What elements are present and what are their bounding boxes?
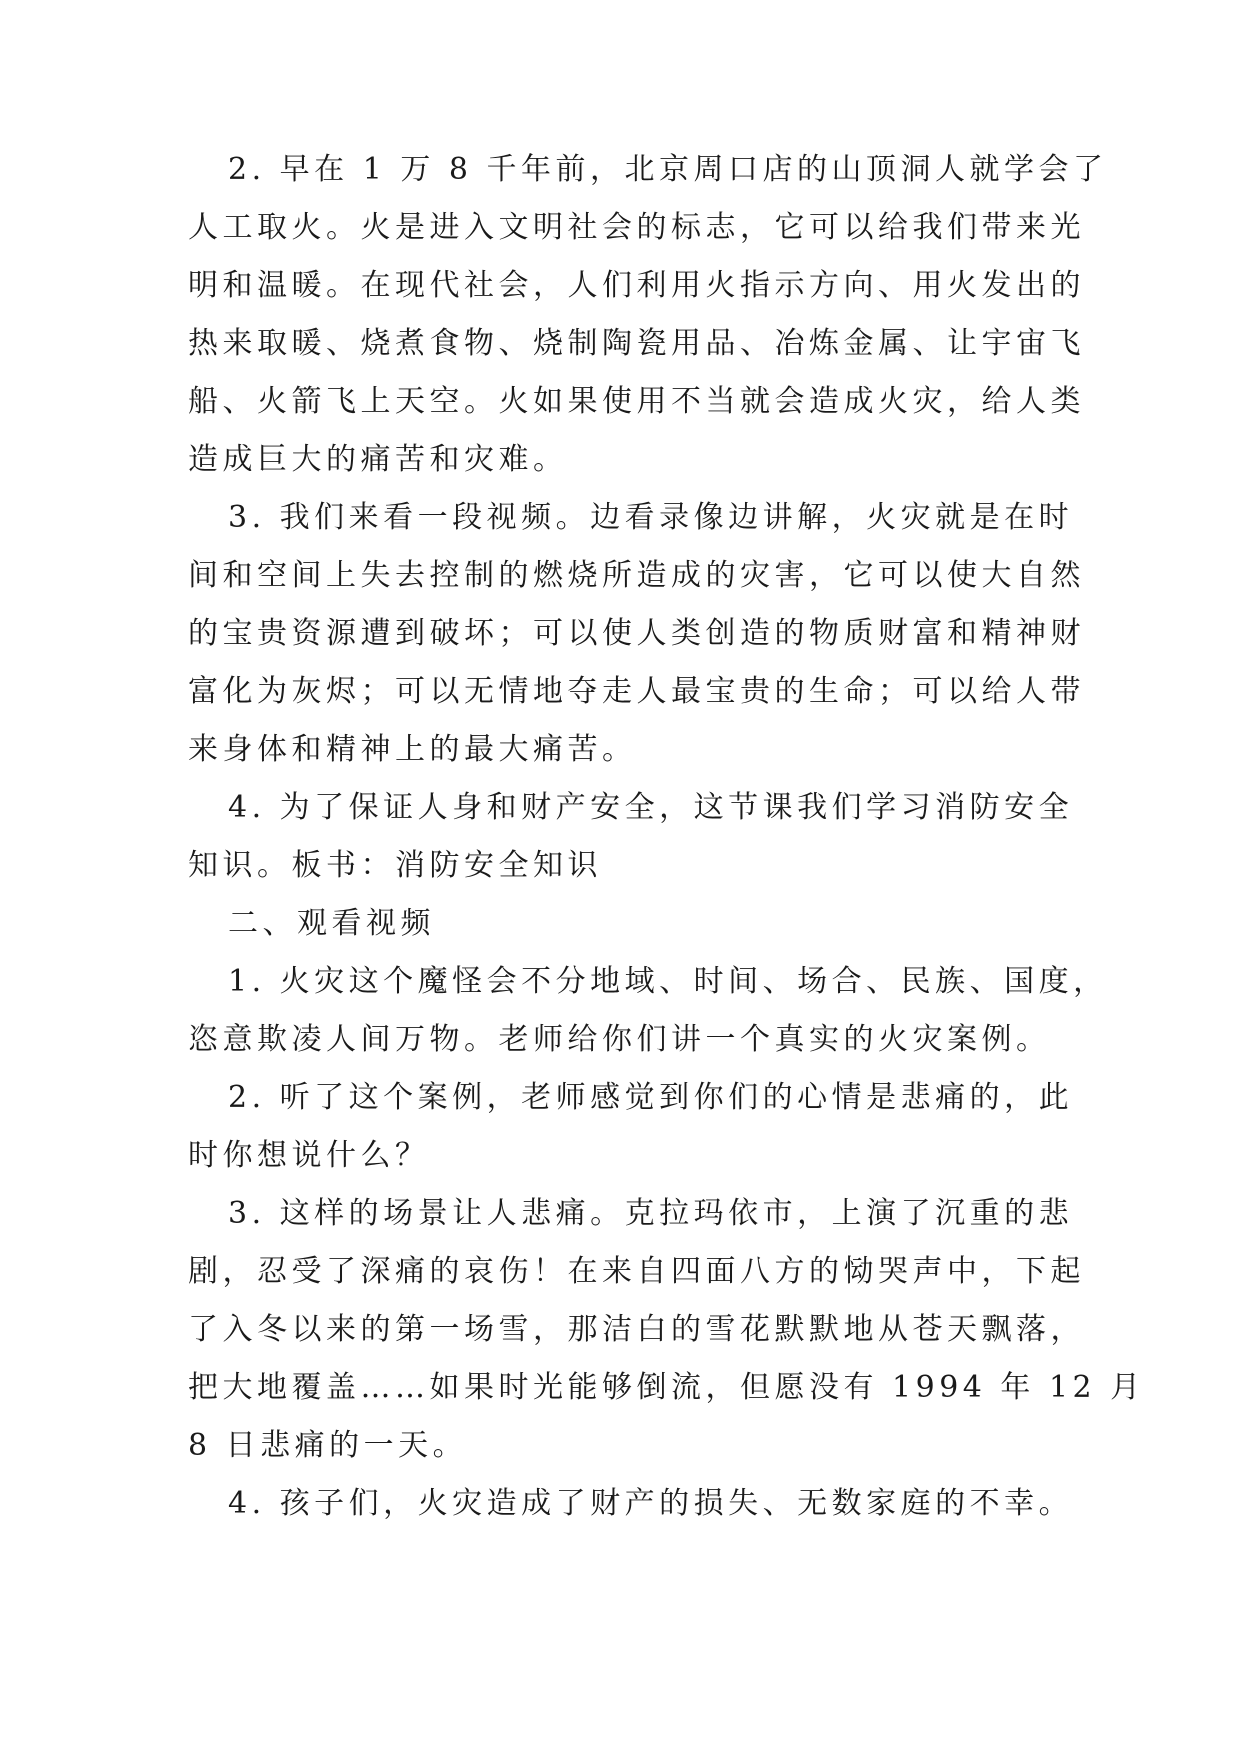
text-line: 来身体和精神上的最大痛苦。: [188, 732, 637, 767]
text-line: 恣意欺凌人间万物。老师给你们讲一个真实的火灾案例。: [188, 1022, 1051, 1057]
text-line: 3. 我们来看一段视频。边看录像边讲解，火灾就是在时: [228, 500, 1074, 535]
text-line: 造成巨大的痛苦和灾难。: [188, 442, 568, 477]
text-line: 富化为灰烬；可以无情地夺走人最宝贵的生命；可以给人带: [188, 674, 1085, 709]
text-line: 4. 为了保证人身和财产安全，这节课我们学习消防安全: [228, 790, 1074, 825]
text-line: 间和空间上失去控制的燃烧所造成的灾害，它可以使大自然: [188, 558, 1085, 593]
text-line: 剧，忍受了深痛的哀伤！在来自四面八方的恸哭声中，下起: [188, 1254, 1085, 1289]
text-line: 8 日悲痛的一天。: [188, 1428, 468, 1463]
text-line: 3. 这样的场景让人悲痛。克拉玛依市，上演了沉重的悲: [228, 1196, 1074, 1231]
text-line: 知识。板书：消防安全知识: [188, 848, 602, 883]
text-line: 热来取暖、烧煮食物、烧制陶瓷用品、冶炼金属、让宇宙飞: [188, 326, 1085, 361]
text-line: 人工取火。火是进入文明社会的标志，它可以给我们带来光: [188, 210, 1085, 245]
text-line: 1. 火灾这个魔怪会不分地域、时间、场合、民族、国度，: [228, 964, 1108, 999]
text-line: 明和温暖。在现代社会，人们利用火指示方向、用火发出的: [188, 268, 1085, 303]
text-line: 把大地覆盖……如果时光能够倒流，但愿没有 1994 年 12 月: [188, 1370, 1145, 1405]
text-line: 2. 早在 1 万 8 千年前，北京周口店的山顶洞人就学会了: [228, 152, 1108, 187]
text-line: 的宝贵资源遭到破坏；可以使人类创造的物质财富和精神财: [188, 616, 1085, 651]
text-line: 时你想说什么？: [188, 1138, 430, 1173]
text-line: 4. 孩子们，火灾造成了财产的损失、无数家庭的不幸。: [228, 1486, 1074, 1521]
text-line: 了入冬以来的第一场雪，那洁白的雪花默默地从苍天飘落，: [188, 1312, 1085, 1347]
text-line: 船、火箭飞上天空。火如果使用不当就会造成火灾，给人类: [188, 384, 1085, 419]
text-line: 2. 听了这个案例，老师感觉到你们的心情是悲痛的，此: [228, 1080, 1074, 1115]
section-heading: 二、观看视频: [228, 906, 435, 941]
